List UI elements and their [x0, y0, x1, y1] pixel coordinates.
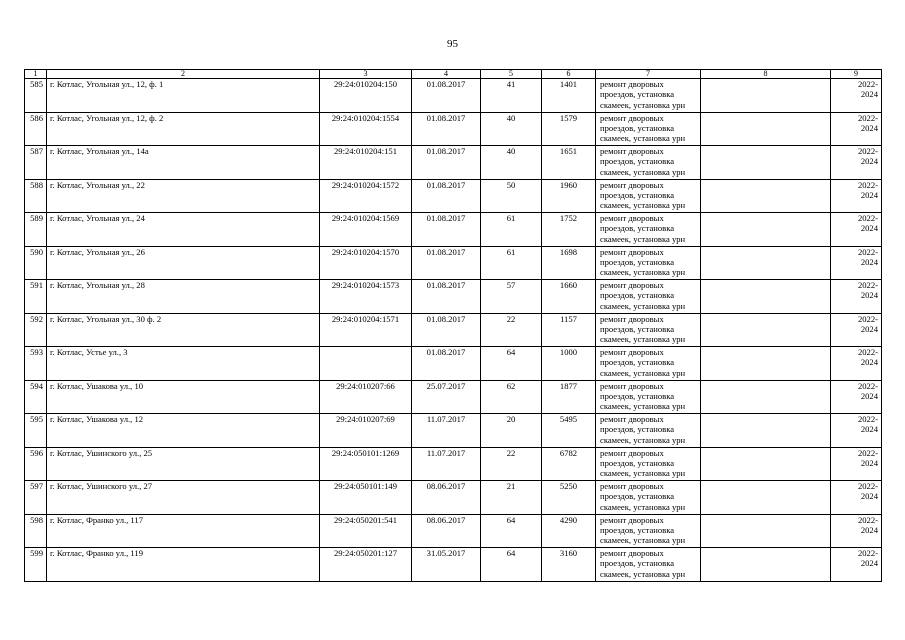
column-6-cell: 1698 — [542, 246, 596, 280]
work-type-cell: ремонт дворовых проездов, установка скамеек, установка урн — [596, 313, 701, 347]
column-8-cell — [701, 548, 831, 582]
table-row — [25, 146, 882, 180]
work-type-cell: ремонт дворовых проездов, установка скамеек, установка урн — [596, 347, 701, 381]
table-body — [25, 79, 882, 582]
work-type-cell: ремонт дворовых проездов, установка скамеек, установка урн — [596, 481, 701, 515]
column-8-cell — [701, 146, 831, 180]
column-header: 6 — [542, 70, 596, 79]
date-cell: 01.08.2017 — [412, 280, 481, 314]
column-5-cell: 21 — [481, 481, 542, 515]
column-header: 7 — [596, 70, 701, 79]
address-cell: г. Котлас, Угольная ул., 12, ф. 2 — [47, 112, 320, 146]
column-8-cell — [701, 514, 831, 548]
row-number-cell: 592 — [25, 313, 47, 347]
table-row — [25, 112, 882, 146]
period-cell: 2022- 2024 — [831, 481, 882, 515]
column-6-cell: 1000 — [542, 347, 596, 381]
cadastral-number-cell: 29:24:050201:127 — [320, 548, 412, 582]
column-5-cell: 64 — [481, 514, 542, 548]
column-8-cell — [701, 414, 831, 448]
cadastral-number-cell: 29:24:010204:1570 — [320, 246, 412, 280]
work-type-cell: ремонт дворовых проездов, установка скамеек, установка урн — [596, 548, 701, 582]
address-cell: г. Котлас, Угольная ул., 14а — [47, 146, 320, 180]
column-5-cell: 41 — [481, 79, 542, 113]
date-cell: 01.08.2017 — [412, 179, 481, 213]
column-5-cell: 64 — [481, 347, 542, 381]
row-number-cell: 599 — [25, 548, 47, 582]
column-6-cell: 1157 — [542, 313, 596, 347]
column-5-cell: 57 — [481, 280, 542, 314]
cadastral-number-cell: 29:24:010207:66 — [320, 380, 412, 414]
column-6-cell: 1752 — [542, 213, 596, 247]
date-cell: 01.08.2017 — [412, 313, 481, 347]
table-row — [25, 548, 882, 582]
address-cell: г. Котлас, Угольная ул., 24 — [47, 213, 320, 247]
column-header: 9 — [831, 70, 882, 79]
address-cell: г. Котлас, Устье ул., 3 — [47, 347, 320, 381]
column-6-cell: 1660 — [542, 280, 596, 314]
period-cell: 2022- 2024 — [831, 246, 882, 280]
table-row — [25, 246, 882, 280]
column-5-cell: 50 — [481, 179, 542, 213]
date-cell: 01.08.2017 — [412, 79, 481, 113]
row-number-cell: 585 — [25, 79, 47, 113]
column-6-cell: 6782 — [542, 447, 596, 481]
column-8-cell — [701, 347, 831, 381]
column-6-cell: 1960 — [542, 179, 596, 213]
cadastral-number-cell — [320, 347, 412, 381]
table-row — [25, 447, 882, 481]
column-5-cell: 22 — [481, 447, 542, 481]
work-type-cell: ремонт дворовых проездов, установка скамеек, установка урн — [596, 179, 701, 213]
column-header: 1 — [25, 70, 47, 79]
date-cell: 25.07.2017 — [412, 380, 481, 414]
period-cell: 2022- 2024 — [831, 313, 882, 347]
address-cell: г. Котлас, Франко ул., 117 — [47, 514, 320, 548]
work-type-cell: ремонт дворовых проездов, установка скамеек, установка урн — [596, 414, 701, 448]
column-6-cell: 4290 — [542, 514, 596, 548]
address-cell: г. Котлас, Угольная ул., 28 — [47, 280, 320, 314]
date-cell: 01.08.2017 — [412, 112, 481, 146]
column-5-cell: 61 — [481, 213, 542, 247]
address-cell: г. Котлас, Угольная ул., 12, ф. 1 — [47, 79, 320, 113]
column-8-cell — [701, 79, 831, 113]
row-number-cell: 587 — [25, 146, 47, 180]
column-8-cell — [701, 280, 831, 314]
period-cell: 2022- 2024 — [831, 179, 882, 213]
table-row — [25, 380, 882, 414]
column-header: 8 — [701, 70, 831, 79]
column-header: 2 — [47, 70, 320, 79]
row-number-cell: 598 — [25, 514, 47, 548]
period-cell: 2022- 2024 — [831, 447, 882, 481]
column-8-cell — [701, 213, 831, 247]
page-number: 95 — [447, 38, 458, 50]
cadastral-number-cell: 29:24:010204:150 — [320, 79, 412, 113]
date-cell: 08.06.2017 — [412, 481, 481, 515]
work-type-cell: ремонт дворовых проездов, установка скамеек, установка урн — [596, 280, 701, 314]
work-type-cell: ремонт дворовых проездов, установка скамеек, установка урн — [596, 380, 701, 414]
work-type-cell: ремонт дворовых проездов, установка скамеек, установка урн — [596, 246, 701, 280]
date-cell: 01.08.2017 — [412, 347, 481, 381]
table-row — [25, 414, 882, 448]
row-number-cell: 586 — [25, 112, 47, 146]
work-type-cell: ремонт дворовых проездов, установка скамеек, установка урн — [596, 146, 701, 180]
row-number-cell: 596 — [25, 447, 47, 481]
column-8-cell — [701, 447, 831, 481]
address-cell: г. Котлас, Франко ул., 119 — [47, 548, 320, 582]
address-cell: г. Котлас, Ушакова ул., 12 — [47, 414, 320, 448]
column-header: 3 — [320, 70, 412, 79]
date-cell: 08.06.2017 — [412, 514, 481, 548]
cadastral-number-cell: 29:24:010204:1572 — [320, 179, 412, 213]
column-5-cell: 40 — [481, 146, 542, 180]
period-cell: 2022- 2024 — [831, 514, 882, 548]
work-type-cell: ремонт дворовых проездов, установка скамеек, установка урн — [596, 447, 701, 481]
date-cell: 01.08.2017 — [412, 246, 481, 280]
cadastral-number-cell: 29:24:010204:1554 — [320, 112, 412, 146]
work-type-cell: ремонт дворовых проездов, установка скамеек, установка урн — [596, 112, 701, 146]
column-6-cell: 1651 — [542, 146, 596, 180]
date-cell: 11.07.2017 — [412, 414, 481, 448]
period-cell: 2022- 2024 — [831, 280, 882, 314]
date-cell: 11.07.2017 — [412, 447, 481, 481]
column-header: 5 — [481, 70, 542, 79]
period-cell: 2022- 2024 — [831, 548, 882, 582]
yard-improvement-table — [24, 69, 882, 582]
address-cell: г. Котлас, Ушинского ул., 27 — [47, 481, 320, 515]
column-5-cell: 64 — [481, 548, 542, 582]
column-8-cell — [701, 481, 831, 515]
table-row — [25, 179, 882, 213]
period-cell: 2022- 2024 — [831, 414, 882, 448]
column-5-cell: 22 — [481, 313, 542, 347]
row-number-cell: 597 — [25, 481, 47, 515]
period-cell: 2022- 2024 — [831, 213, 882, 247]
work-type-cell: ремонт дворовых проездов, установка скамеек, установка урн — [596, 514, 701, 548]
date-cell: 31.05.2017 — [412, 548, 481, 582]
table-row — [25, 79, 882, 113]
column-8-cell — [701, 112, 831, 146]
work-type-cell: ремонт дворовых проездов, установка скамеек, установка урн — [596, 79, 701, 113]
column-5-cell: 61 — [481, 246, 542, 280]
address-cell: г. Котлас, Угольная ул., 22 — [47, 179, 320, 213]
row-number-cell: 591 — [25, 280, 47, 314]
column-8-cell — [701, 380, 831, 414]
table-row — [25, 280, 882, 314]
row-number-cell: 590 — [25, 246, 47, 280]
cadastral-number-cell: 29:24:010204:1569 — [320, 213, 412, 247]
column-8-cell — [701, 246, 831, 280]
row-number-cell: 595 — [25, 414, 47, 448]
column-5-cell: 20 — [481, 414, 542, 448]
period-cell: 2022- 2024 — [831, 380, 882, 414]
table-row — [25, 481, 882, 515]
period-cell: 2022- 2024 — [831, 79, 882, 113]
column-8-cell — [701, 179, 831, 213]
column-header: 4 — [412, 70, 481, 79]
address-cell: г. Котлас, Угольная ул., 26 — [47, 246, 320, 280]
column-6-cell: 3160 — [542, 548, 596, 582]
row-number-cell: 588 — [25, 179, 47, 213]
table-row — [25, 213, 882, 247]
table-row — [25, 514, 882, 548]
column-6-cell: 5250 — [542, 481, 596, 515]
period-cell: 2022- 2024 — [831, 146, 882, 180]
column-6-cell: 1401 — [542, 79, 596, 113]
row-number-cell: 594 — [25, 380, 47, 414]
table-row — [25, 347, 882, 381]
period-cell: 2022- 2024 — [831, 347, 882, 381]
column-5-cell: 62 — [481, 380, 542, 414]
cadastral-number-cell: 29:24:010204:1571 — [320, 313, 412, 347]
column-6-cell: 5495 — [542, 414, 596, 448]
row-number-cell: 589 — [25, 213, 47, 247]
work-type-cell: ремонт дворовых проездов, установка скамеек, установка урн — [596, 213, 701, 247]
cadastral-number-cell: 29:24:010207:69 — [320, 414, 412, 448]
cadastral-number-cell: 29:24:010204:151 — [320, 146, 412, 180]
address-cell: г. Котлас, Ушакова ул., 10 — [47, 380, 320, 414]
column-5-cell: 40 — [481, 112, 542, 146]
address-cell: г. Котлас, Ушинского ул., 25 — [47, 447, 320, 481]
period-cell: 2022- 2024 — [831, 112, 882, 146]
date-cell: 01.08.2017 — [412, 213, 481, 247]
date-cell: 01.08.2017 — [412, 146, 481, 180]
column-number-row — [25, 70, 882, 79]
column-6-cell: 1877 — [542, 380, 596, 414]
row-number-cell: 593 — [25, 347, 47, 381]
cadastral-number-cell: 29:24:050101:1269 — [320, 447, 412, 481]
column-6-cell: 1579 — [542, 112, 596, 146]
table-row — [25, 313, 882, 347]
cadastral-number-cell: 29:24:050101:149 — [320, 481, 412, 515]
column-8-cell — [701, 313, 831, 347]
address-cell: г. Котлас, Угольная ул., 30 ф. 2 — [47, 313, 320, 347]
cadastral-number-cell: 29:24:050201:541 — [320, 514, 412, 548]
cadastral-number-cell: 29:24:010204:1573 — [320, 280, 412, 314]
